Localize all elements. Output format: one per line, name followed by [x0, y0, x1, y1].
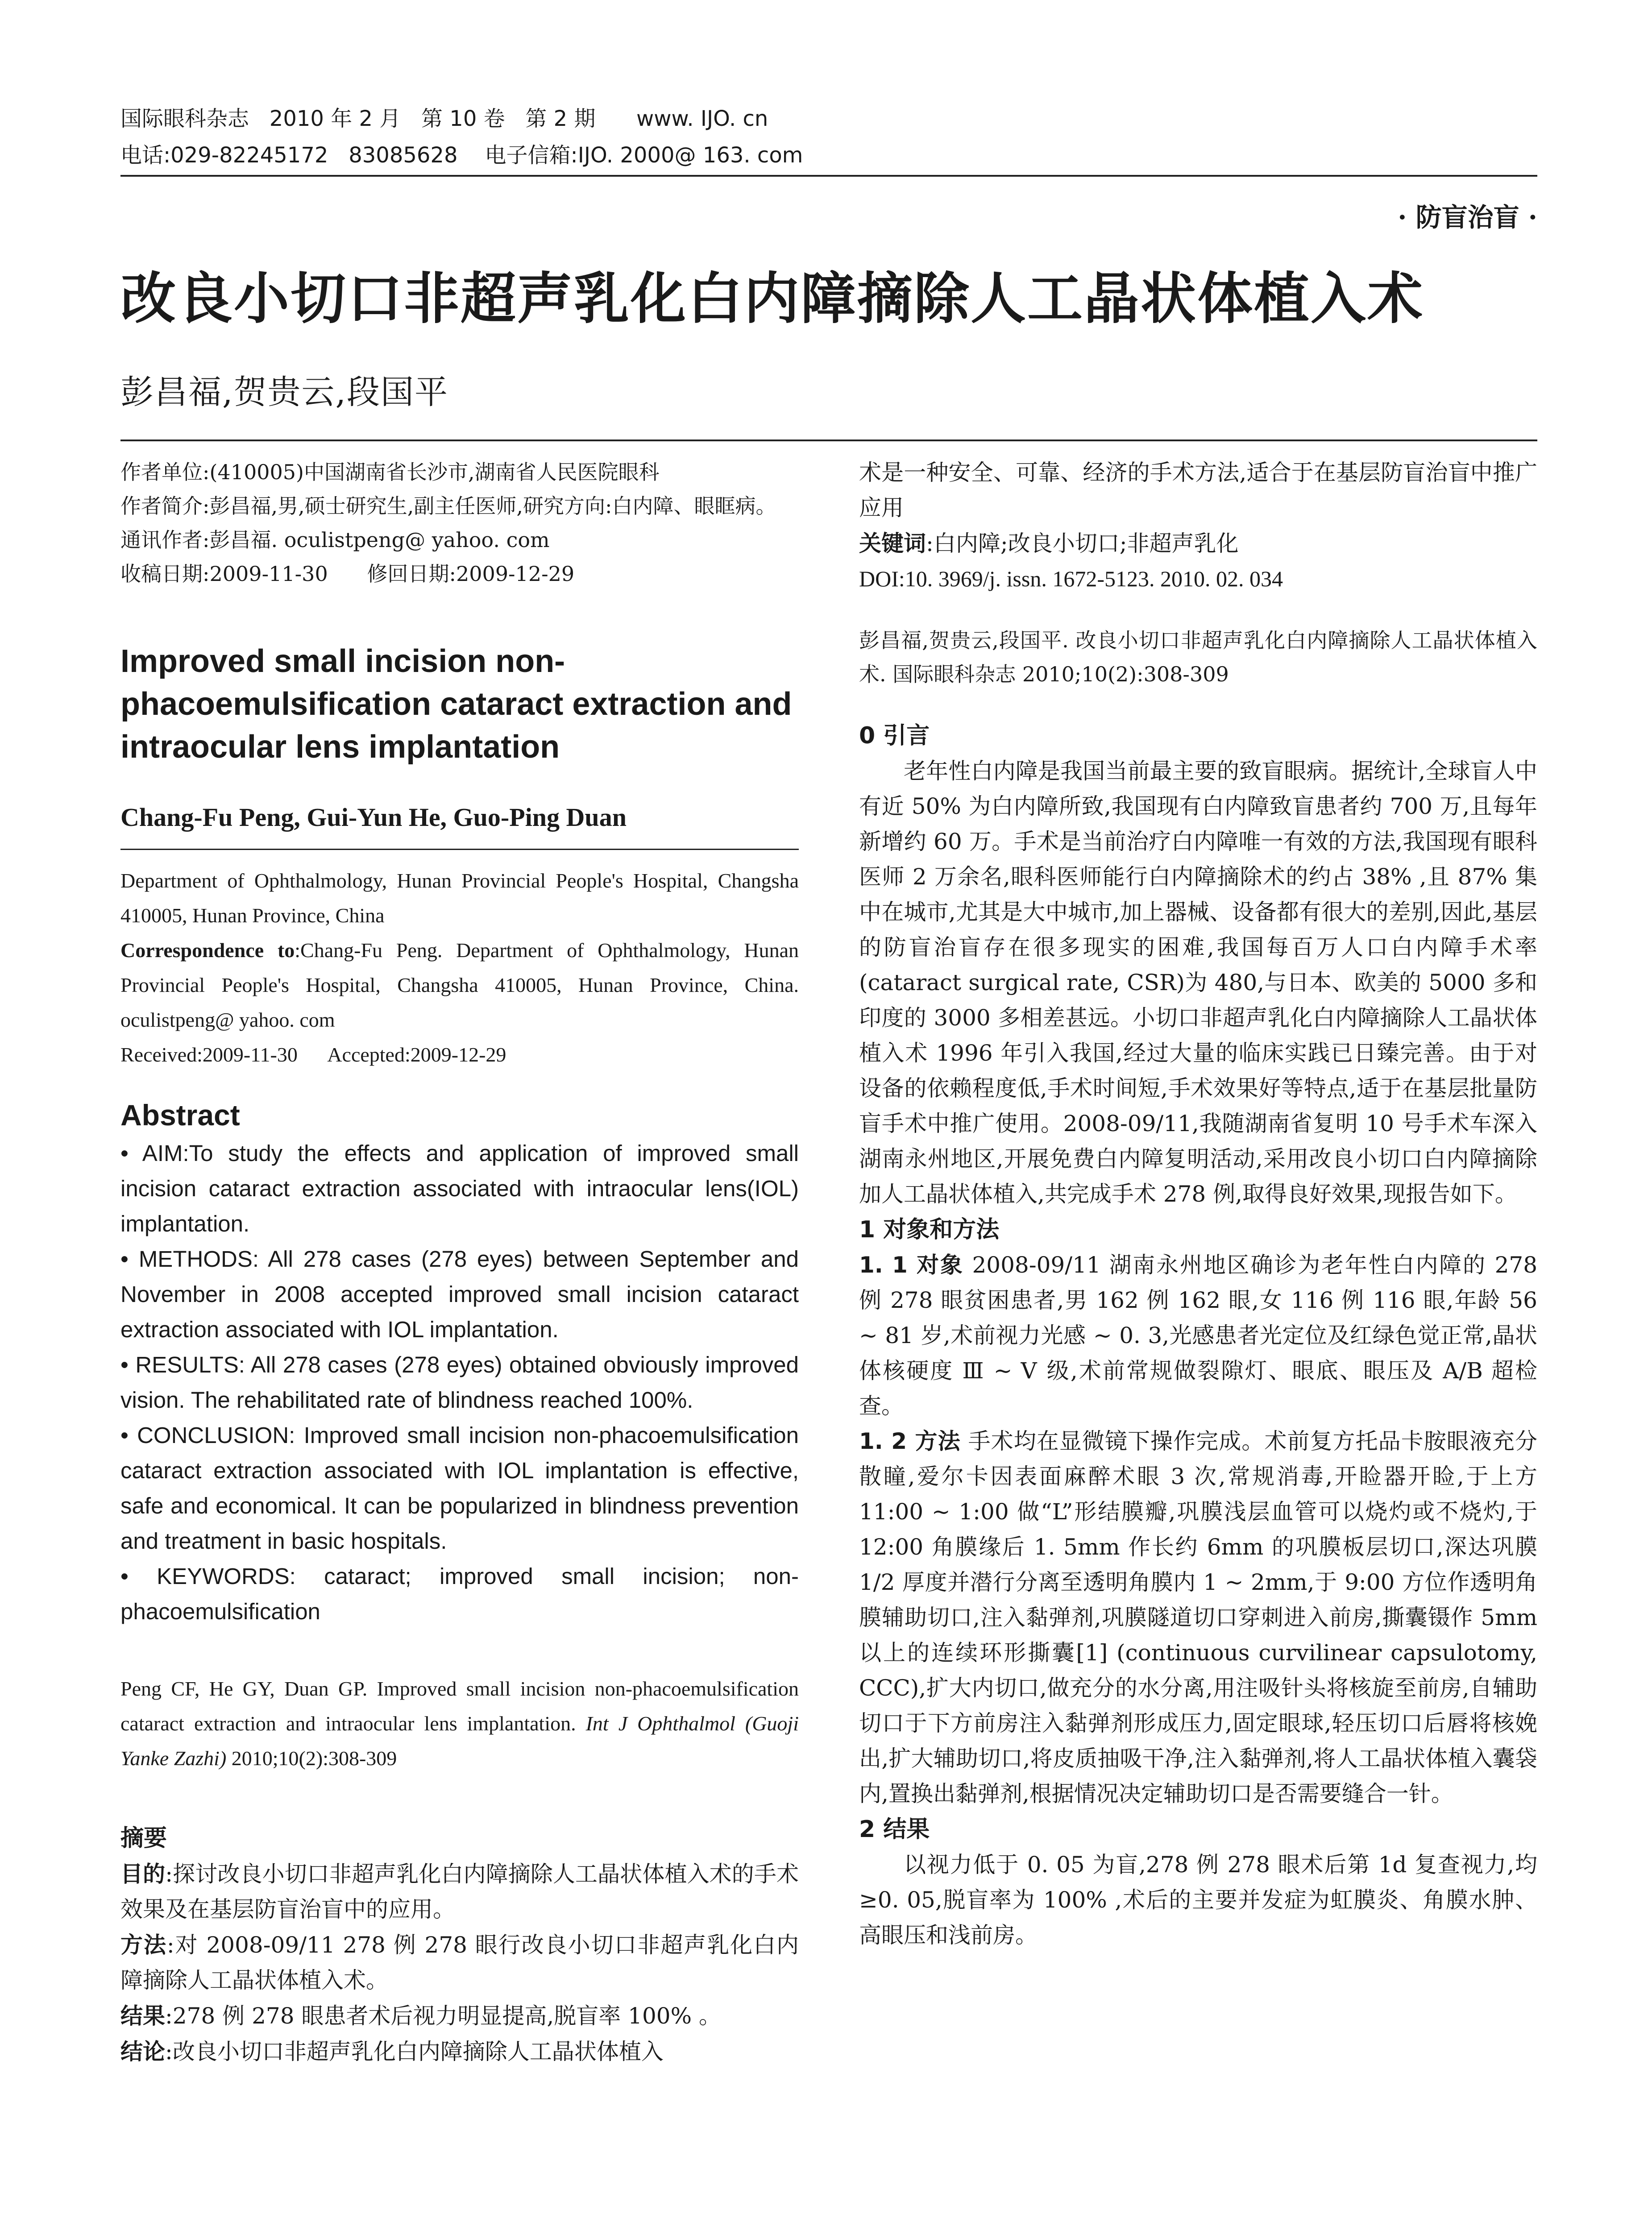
correspondence-label: Correspondence to	[120, 939, 295, 962]
left-column	[120, 455, 799, 2069]
right-column	[859, 455, 1537, 1953]
journal-header	[120, 100, 1548, 174]
abstract-heading: Abstract	[120, 1099, 240, 1132]
cn-methods-label: 方法	[120, 1932, 167, 1958]
section-0-heading: 0 引言	[859, 722, 930, 749]
cn-conclusion-text: :改良小切口非超声乳化白内障摘除人工晶状体植入	[165, 2039, 664, 2065]
citation-main: Peng CF, He GY, Duan GP. Improved small incision non-phacoemulsification cataract extraction and intraocular lens implantation.	[120, 1677, 799, 1735]
abstract-conclusion: • CONCLUSION: Improved small incision non-phacoemulsification cataract extraction associated with IOL implantation is effective, safe and economical. It can be popularized in blindness prevention and treatment in basic hospitals.	[120, 1422, 799, 1554]
column-tag: · 防盲治盲 ·	[1398, 202, 1537, 232]
chinese-abstract-continued	[859, 455, 1537, 597]
cn-abstract-results	[120, 1998, 799, 2034]
cn-conclusion-label: 结论	[120, 2038, 165, 2065]
citation-tail: 2010;10(2):308-309	[226, 1747, 397, 1770]
section-2-heading: 2 结果	[859, 1816, 930, 1843]
article-body	[859, 718, 1537, 1953]
section-1-heading: 1 对象和方法	[859, 1216, 1000, 1243]
chinese-abstract-heading: 摘要	[120, 1825, 167, 1852]
cn-abstract-conclusion	[120, 2034, 799, 2069]
english-authors: Chang-Fu Peng, Gui-Yun He, Guo-Ping Duan	[120, 803, 627, 832]
section-1-2	[859, 1424, 1537, 1812]
section-1-1-label: 1. 1 对象	[859, 1252, 964, 1278]
contact-info-line: 电话:029-82245172 83085628 电子信箱:IJO. 2000@ 163. com	[120, 143, 803, 168]
cn-citation: 彭昌福,贺贵云,段国平. 改良小切口非超声乳化白内障摘除人工晶状体植入术. 国际眼科杂志 2010;10(2):308-309	[859, 628, 1537, 686]
section-1-2-text: 手术均在显微镜下操作完成。术前复方托品卡胺眼液充分散瞳,爱尔卡因表面麻醉术眼 3 次,常规消毒,开睑器开睑,于上方 11:00 ~ 1:00 做“L”形结膜瓣,巩膜浅层血管可以烧灼或不烧灼,于 12:00 角膜缘后 1. 5mm 作长约 6mm 的巩膜板层切口,深达巩膜 1/2 厚度并潜行分离至透明角膜内 1 ~ 2mm,于 9:00 方位作透明角膜辅助切口,注入黏弹剂,巩膜隧道切口穿刺进入前房,撕囊镊作 5mm 以上的连续环形撕囊[1] (continuous curvilinear capsulotomy, CCC),扩大内切口,做充分的水分离,用注吸针头将核旋至前房,自辅助切口于下方前房注入黏弹剂形成压力,固定眼球,轻压切口后唇将核娩出,扩大辅助切口,将皮质抽吸干净,注入黏弹剂,将人工晶状体植入囊袋内,置换出黏弹剂,根据情况决定辅助切口是否需要缝合一针。	[859, 1428, 1537, 1807]
english-received: Received:2009-11-30 Accepted:2009-12-29	[120, 1043, 506, 1066]
section-0-paragraph: 老年性白内障是我国当前最主要的致盲眼病。据统计,全球盲人中有近 50% 为白内障所致,我国现有白内障致盲患者约 700 万,且每年新增约 60 万。手术是当前治疗白内障唯一有效的方法,我国现有眼科医师 2 万余名,眼科医师能行白内障摘除术的约占 38% ,且 87% 集中在城市,尤其是大中城市,加上器械、设备都有很大的差别,因此,基层的防盲治盲存在很多现实的困难,我国每百万人口白内障手术率(cataract surgical rate, CSR)为 480,与日本、欧美的 5000 多和印度的 3000 多相差甚远。小切口非超声乳化白内障摘除人工晶状体植入术 1996 年引入我国,经过大量的临床实践已日臻完善。由于对设备的依赖程度低,手术时间短,手术效果好等特点,适于在基层批量防盲手术中推广使用。2008-09/11,我随湖南省复明 10 号手术车深入湖南永州地区,开展免费白内障复明活动,采用改良小切口白内障摘除加人工晶状体植入,共完成手术 278 例,取得良好效果,现报告如下。	[859, 758, 1537, 1207]
english-title: Improved small incision non-phacoemulsification cataract extraction and intraocular lens implantation	[120, 643, 792, 765]
english-department: Department of Ophthalmology, Hunan Provincial People's Hospital, Changsha 410005, Hunan Province, China	[120, 869, 799, 927]
chinese-abstract	[120, 1820, 799, 2069]
cn-keywords-text: :白内障;改良小切口;非超声乳化	[926, 531, 1239, 556]
author-meta	[120, 455, 799, 591]
title-rule	[120, 440, 1537, 441]
author-unit: 作者单位:(410005)中国湖南省长沙市,湖南省人民医院眼科	[120, 460, 660, 484]
cn-keywords	[859, 526, 1537, 561]
section-1-1	[859, 1248, 1537, 1424]
section-1-2-label: 1. 2 方法	[859, 1428, 961, 1454]
corresponding-author: 通讯作者:彭昌福. oculistpeng@ yahoo. com	[120, 528, 550, 552]
section-1-1-text: 2008-09/11 湖南永州地区确诊为老年性白内障的 278 例 278 眼贫困患者,男 162 例 162 眼,女 116 例 116 眼,年龄 56 ~ 81 岁,术前视力光感 ~ 0. 3,光感患者光定位及红绿色觉正常,晶状体核硬度 Ⅲ ~ Ⅴ 级,术前常规做裂隙灯、眼底、眼压及 A/B 超检查。	[859, 1252, 1537, 1419]
cn-abstract-methods	[120, 1927, 799, 1998]
cn-results-text: :278 例 278 眼患者术后视力明显提高,脱盲率 100% 。	[165, 2003, 722, 2029]
abstract-aim: • AIM:To study the effects and application of improved small incision cataract extraction associated with intraocular lens(IOL) implantation.	[120, 1140, 799, 1236]
article-authors: 彭昌福,贺贵云,段国平	[120, 373, 449, 411]
header-rule	[120, 175, 1537, 177]
doi: DOI:10. 3969/j. issn. 1672-5123. 2010. 02. 034	[859, 566, 1283, 591]
author-intro: 作者简介:彭昌福,男,硕士研究生,副主任医师,研究方向:白内障、眼眶病。	[120, 494, 776, 518]
cn-conclusion-continued: 术是一种安全、可靠、经济的手术方法,适合于在基层防盲治盲中推广应用	[859, 460, 1537, 521]
cn-results-label: 结果	[120, 2003, 165, 2029]
article-title: 改良小切口非超声乳化白内障摘除人工晶状体植入术	[120, 266, 1424, 331]
cn-aim-text: :探讨改良小切口非超声乳化白内障摘除人工晶状体植入术的手术效果及在基层防盲治盲中的应用。	[120, 1861, 799, 1922]
cn-methods-text: :对 2008-09/11 278 例 278 眼行改良小切口非超声乳化白内障摘除人工晶状体植入术。	[120, 1932, 799, 1993]
section-2-paragraph: 以视力低于 0. 05 为盲,278 例 278 眼术后第 1d 复查视力,均≥0. 05,脱盲率为 100% ,术后的主要并发症为虹膜炎、角膜水肿、高眼压和浅前房。	[859, 1852, 1537, 1948]
abstract-keywords: • KEYWORDS: cataract; improved small incision; non-phacoemulsification	[120, 1563, 799, 1624]
citation-journal: Int J Ophthalmol (Guoji Yanke Zazhi)	[120, 1712, 799, 1770]
cn-abstract-aim	[120, 1856, 799, 1927]
english-citation	[120, 1671, 799, 1776]
abstract-methods: • METHODS: All 278 cases (278 eyes) between September and November in 2008 accepted improved small incision cataract extraction associated with IOL implantation.	[120, 1246, 799, 1342]
received-dates: 收稿日期:2009-11-30 修回日期:2009-12-29	[120, 562, 575, 586]
cn-keywords-label: 关键词	[859, 530, 926, 556]
english-correspondence	[120, 933, 799, 1037]
abstract-results: • RESULTS: All 278 cases (278 eyes) obtained obviously improved vision. The rehabilitated rate of blindness reached 100%.	[120, 1352, 799, 1413]
cn-aim-label: 目的	[120, 1861, 166, 1887]
journal-info-line: 国际眼科杂志 2010 年 2 月 第 10 卷 第 2 期 www. IJO. cn	[120, 106, 768, 131]
correspondence-text: :Chang-Fu Peng. Department of Ophthalmology, Hunan Provincial People's Hospital, Changsha 410005, Hunan Province, China. oculistpeng@ yahoo. com	[120, 939, 799, 1031]
